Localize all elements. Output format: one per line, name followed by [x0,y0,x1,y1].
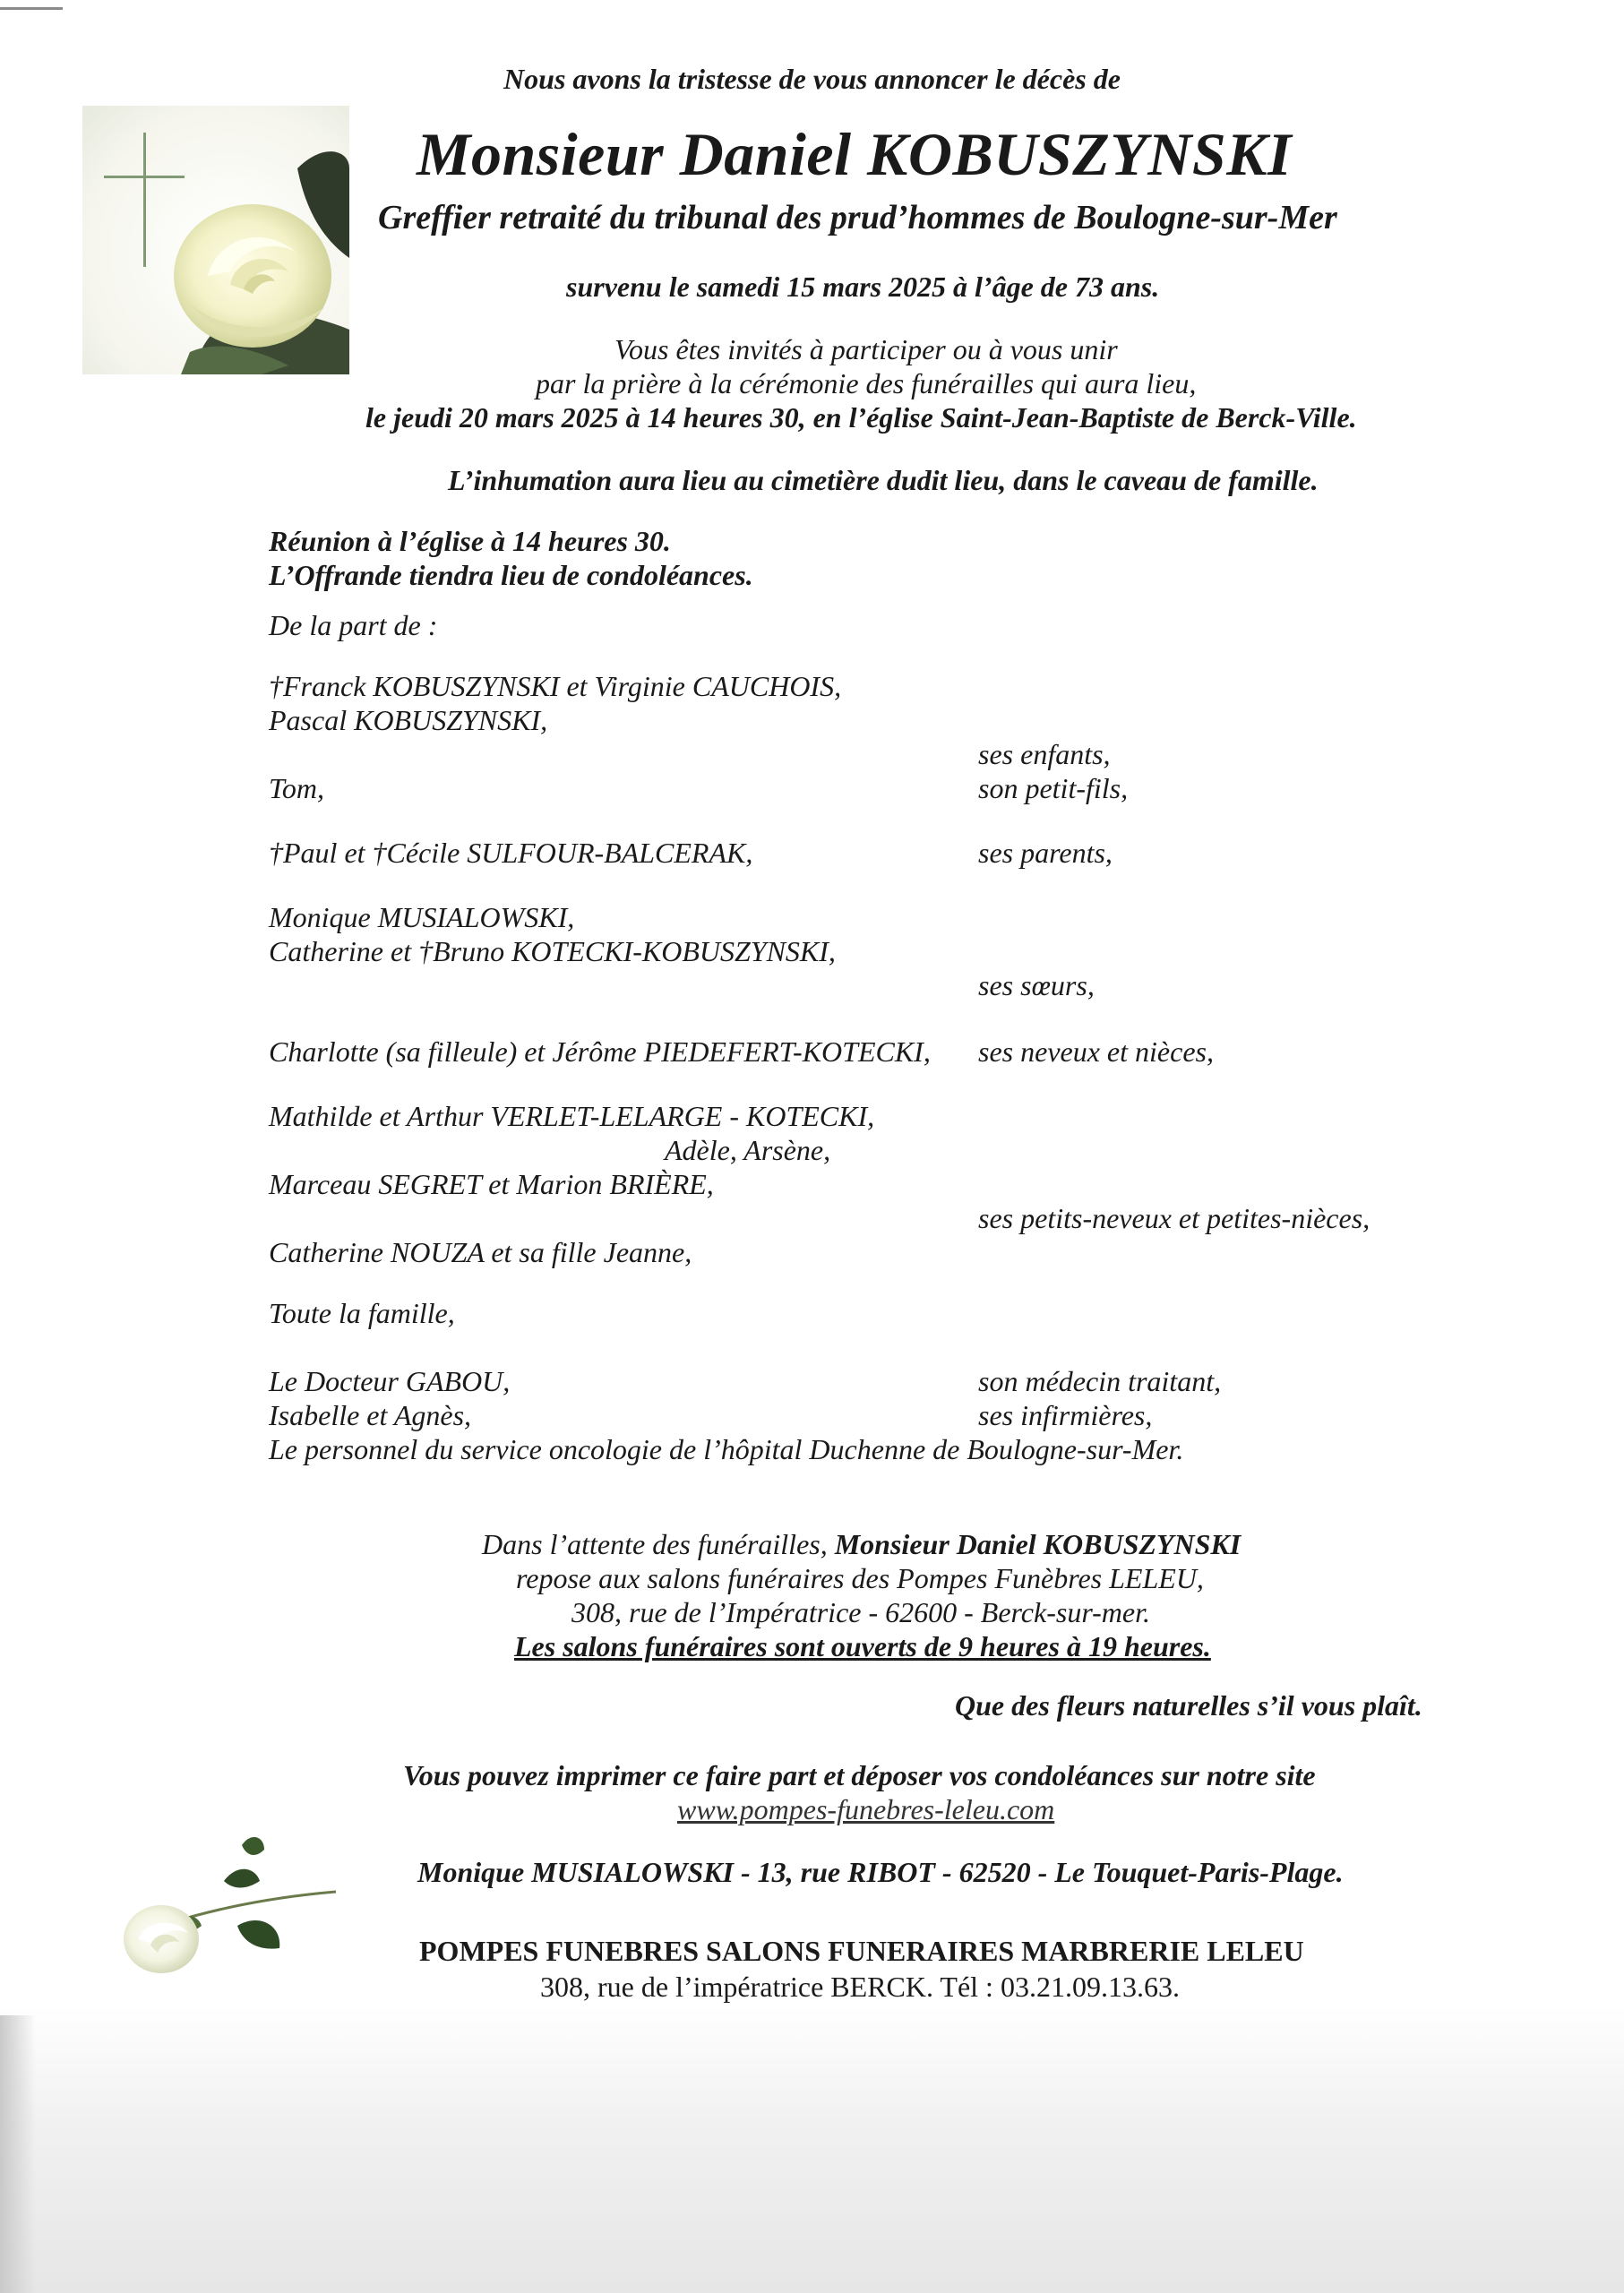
family-name: Catherine et †Bruno KOTECKI-KOBUSZYNSKI, [269,935,836,967]
scan-corner-mark [0,7,63,10]
funeral-home-line-3: 308, rue de l’Impératrice - 62600 - Berck-sur-mer. [571,1596,1150,1628]
relation-label: ses sœurs, [978,969,1095,1001]
offering-text: L’Offrande tiendra lieu de condoléances. [269,559,753,591]
contact-address: Monique MUSIALOWSKI - 13, rue RIBOT - 62520 - Le Touquet-Paris-Plage. [417,1856,1344,1888]
online-text: Vous pouvez imprimer ce faire part et déposer vos condoléances sur notre site [403,1759,1316,1791]
family-name: Monique MUSIALOWSKI, [269,901,575,933]
rose-icon [90,1827,340,1988]
family-name: Adèle, Arsène, [665,1134,831,1166]
family-name: Pascal KOBUSZYNSKI, [269,704,548,736]
relation-label: son petit-fils, [978,772,1129,804]
cross-rose-icon [82,106,349,374]
funeral-home-prefix: Dans l’attente des funérailles, [482,1528,835,1560]
intro-text: Nous avons la tristesse de vous annoncer le décès de [503,63,1121,95]
flowers-note: Que des fleurs naturelles s’il vous plaît. [955,1689,1422,1722]
funeral-home-line-1 [482,1528,1241,1561]
family-name: Toute la famille, [269,1297,455,1329]
family-name: Isabelle et Agnès, [269,1399,472,1431]
ceremony-line-2: par la prière à la cérémonie des funérailles qui aura lieu, [536,367,1197,399]
family-name: Mathilde et Arthur VERLET-LELARGE - KOTECKI, [269,1100,875,1132]
family-name: Charlotte (sa filleule) et Jérôme PIEDEFERT-KOTECKI, [269,1035,931,1068]
bottom-rose-image [90,1827,340,1988]
relation-label: ses petits-neveux et petites-nièces, [978,1202,1371,1234]
relation-label: ses enfants, [978,738,1111,770]
company-address: 308, rue de l’impératrice BERCK. Tél : 03.21.09.13.63. [540,1971,1180,2003]
opening-hours-text: Les salons funéraires sont ouverts de 9 heures à 19 heures. [514,1630,1211,1662]
family-name: Le personnel du service oncologie de l’hôpital Duchenne de Boulogne-sur-Mer. [269,1433,1184,1465]
deceased-role: Greffier retraité du tribunal des prud’hommes de Boulogne-sur-Mer [378,199,1337,236]
scan-shadow-edge [0,2015,36,2293]
relation-label: son médecin traitant, [978,1365,1222,1397]
scan-shadow [0,2006,1624,2293]
family-name: Tom, [269,772,324,804]
company-name: POMPES FUNEBRES SALONS FUNERAIRES MARBRERIE LELEU [419,1935,1304,1967]
relation-label: ses infirmières, [978,1399,1153,1431]
funeral-home-name: Monsieur Daniel KOBUSZYNSKI [834,1528,1242,1560]
ceremony-line-1: Vous êtes invités à participer ou à vous unir [614,333,1118,365]
funeral-home-line-2: repose aux salons funéraires des Pompes Funèbres LELEU, [516,1562,1204,1594]
meeting-text: Réunion à l’église à 14 heures 30. [269,525,671,557]
deceased-name: Monsieur Daniel KOBUSZYNSKI [417,120,1293,188]
relation-label: ses neveux et nièces, [978,1035,1214,1068]
burial-text: L’inhumation aura lieu au cimetière dudit lieu, dans le caveau de famille. [448,464,1319,496]
family-name: Marceau SEGRET et Marion BRIÈRE, [269,1168,714,1200]
from-label: De la part de : [269,609,438,641]
website-link[interactable]: www.pompes-funebres-leleu.com [677,1793,1055,1825]
death-date-text: survenu le samedi 15 mars 2025 à l’âge de 73 ans. [566,271,1160,303]
family-name: †Franck KOBUSZYNSKI et Virginie CAUCHOIS, [269,670,842,702]
ceremony-line-3: le jeudi 20 mars 2025 à 14 heures 30, en l’église Saint-Jean-Baptiste de Berck-Ville. [365,401,1357,434]
family-name: Le Docteur GABOU, [269,1365,511,1397]
cross-rose-image [82,106,349,374]
relation-label: ses parents, [978,837,1113,869]
family-name: Catherine NOUZA et sa fille Jeanne, [269,1236,692,1268]
family-name: †Paul et †Cécile SULFOUR-BALCERAK, [269,837,753,869]
